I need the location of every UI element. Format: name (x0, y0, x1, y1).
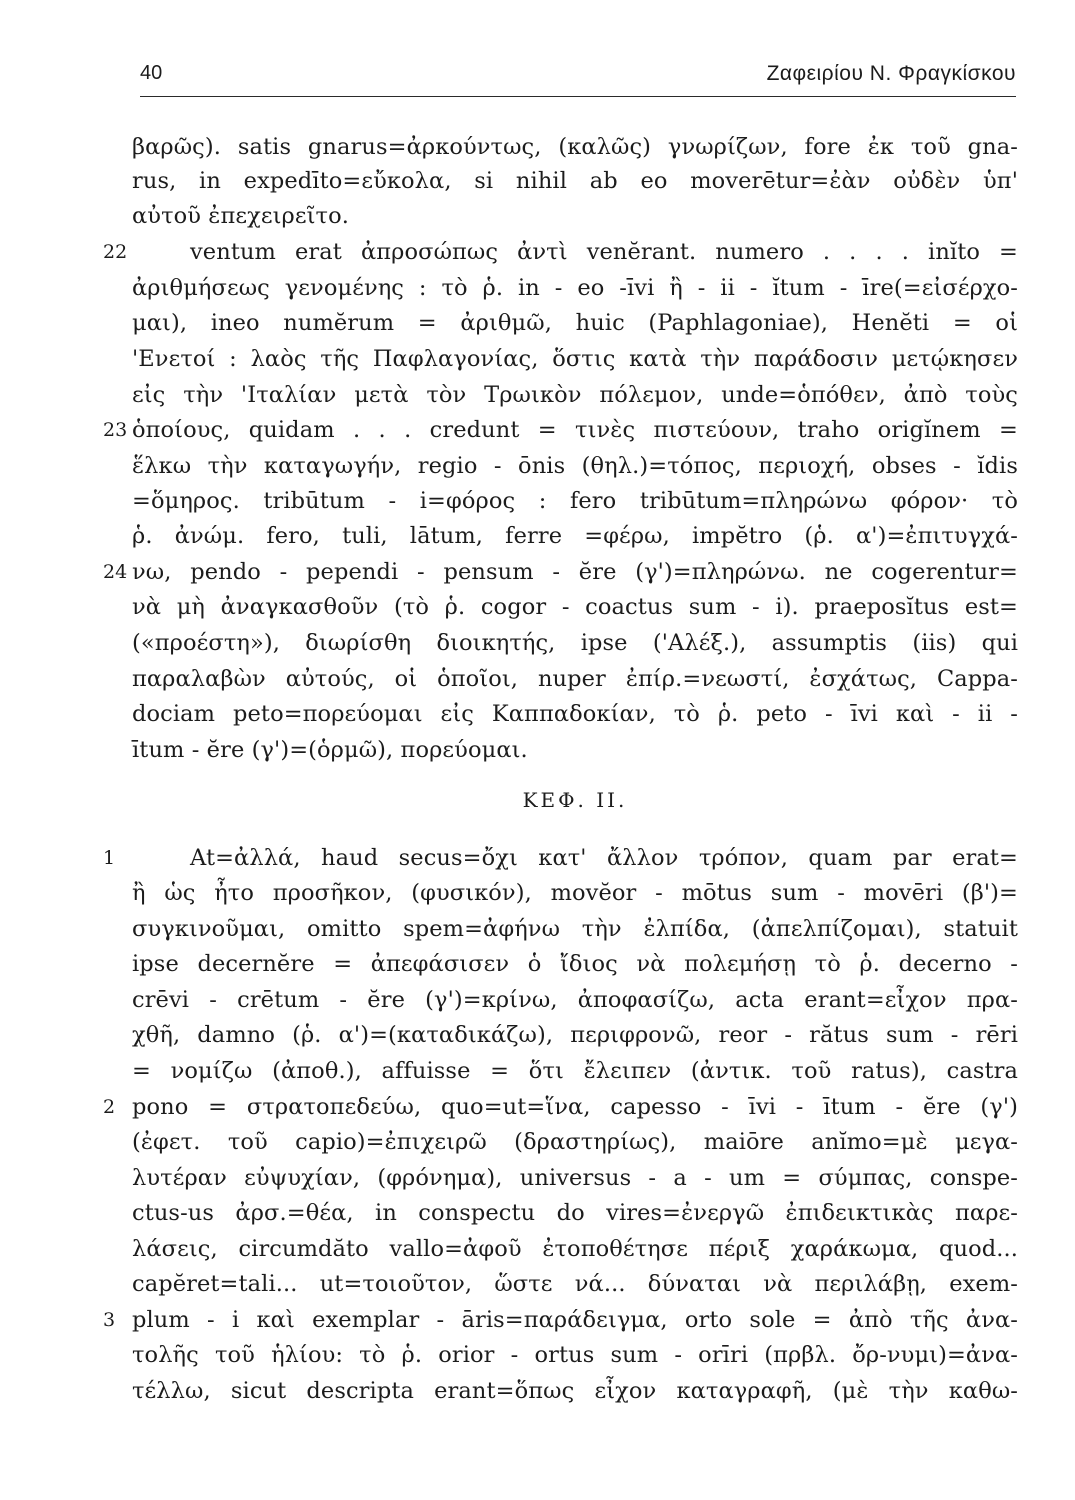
text-line: ītum - ĕre (γ')=(ὁρμῶ), πορεύομαι. (132, 737, 528, 763)
text-line: ὁποίους, quidam . . . credunt = τινὲς πιστεύουν, traho origĭnem = (132, 417, 1018, 443)
text-line: rus, in expedīto=εὔκολα, si nihil ab eo moverētur=ἐὰν οὐδὲν ὑπ' (132, 168, 1018, 194)
text-line: capĕret=tali... ut=τοιοῦτον, ὥστε νά... δύναται νὰ περιλάβῃ, exem- (132, 1271, 1018, 1297)
text-line: νὰ μὴ ἀναγκασθοῦν (τὸ ῥ. cogor - coactus sum - i). praeposĭtus est= (132, 594, 1018, 620)
text-line: τολῆς τοῦ ἡλίου: τὸ ῥ. orior - ortus sum - orīri (πρβλ. ὄρ-νυμι)=ἀνα- (132, 1342, 1018, 1368)
text-line: χθῆ, damno (ῥ. α')=(καταδικάζω), περιφρονῶ, reor - rătus sum - rēri (132, 1022, 1018, 1048)
text-line: ἀριθμήσεως γενομένης : τὸ ῥ. in - eo -īvi ἢ - ii - ĭtum - īre(=εἰσέρχο- (132, 275, 1018, 301)
text-line: ῥ. ἀνώμ. fero, tuli, lātum, ferre =φέρω, impĕtro (ῥ. α')=ἐπιτυγχά- (132, 523, 1018, 549)
text-line: συγκινοῦμαι, omitto spem=ἀφήνω τὴν ἐλπίδα, (ἀπελπίζομαι), statuit (132, 916, 1018, 942)
running-title: Ζαφειρίου Ν. Φραγκίσκου (766, 62, 1016, 85)
chapter-heading: ΚΕΦ. II. (522, 788, 628, 812)
text-line: = νομίζω (ἀποθ.), affuisse = ὅτι ἔλειπεν (ἀντικ. τοῦ ratus), castra (132, 1058, 1018, 1084)
text-line: ventum erat ἀπροσώπως ἀντὶ venĕrant. numero . . . . inĭto = (190, 239, 1018, 265)
page-header (140, 62, 1016, 97)
text-line: τέλλω, sicut descripta erant=ὅπως εἶχον καταγραφῆ, (μὲ τὴν καθω- (132, 1378, 1018, 1404)
line-number: 2 (103, 1096, 116, 1118)
text-line: pono = στρατοπεδεύω, quo=ut=ἵνα, capesso - īvi - ītum - ĕre (γ') (132, 1094, 1018, 1120)
text-line: =ὅμηρος. tribūtum - i=φόρος : fero tribūtum=πληρώνω φόρον· τὸ (132, 488, 1018, 514)
text-line: 'Ενετοί : λαὸς τῆς Παφλαγονίας, ὅστις κατὰ τὴν παράδοσιν μετῴκησεν (132, 346, 1018, 372)
text-line: παραλαβὼν αὐτούς, οἱ ὁποῖοι, nuper ἐπίρ.=νεωστί, ἐσχάτως, Cappa- (132, 666, 1018, 692)
text-line: At=ἀλλά, haud secus=ὄχι κατ' ἄλλον τρόπον, quam par erat= (190, 845, 1018, 871)
text-line: βαρῶς). satis gnarus=ἀρκούντως, (καλῶς) γνωρίζων, fore ἐκ τοῦ gna- (132, 134, 1018, 160)
text-line: λάσεις, circumdăto vallo=ἀφοῦ ἐτοποθέτησε πέριξ χαράκωμα, quod... (132, 1236, 1018, 1262)
text-line: νω, pendo - pependi - pensum - ĕre (γ')=πληρώνω. ne cogerentur= (132, 559, 1018, 585)
line-number: 1 (103, 847, 116, 869)
text-line: («προέστη»), διωρίσθη διοικητής, ipse ('Αλέξ.), assumptis (iis) qui (132, 630, 1018, 656)
text-line: μαι), ineo numĕrum = ἀριθμῶ, huic (Paphlagoniae), Henĕti = οἱ (132, 310, 1018, 336)
line-number: 24 (103, 561, 128, 583)
text-line: ctus-us ἀρσ.=θέα, in conspectu do vires=ἐνεργῶ ἐπιδεικτικὰς παρε- (132, 1200, 1018, 1226)
text-line: crēvi - crētum - ĕre (γ')=κρίνω, ἀποφασίζω, acta erant=εἶχον πρα- (132, 987, 1018, 1013)
page-number: 40 (140, 62, 163, 84)
text-line: plum - i καὶ exemplar - āris=παράδειγμα, orto sole = ἀπὸ τῆς ἀνα- (132, 1307, 1018, 1333)
text-line: εἰς τὴν 'Ιταλίαν μετὰ τὸν Τρωικὸν πόλεμον, unde=ὁπόθεν, ἀπὸ τοὺς (132, 382, 1018, 408)
text-line: λυτέραν εὐψυχίαν, (φρόνημα), universus - a - um = σύμπας, conspe- (132, 1165, 1018, 1191)
line-number: 22 (103, 241, 128, 263)
text-line: (ἐφετ. τοῦ capio)=ἐπιχειρῶ (δραστηρίως), maiōre anĭmo=μὲ μεγα- (132, 1129, 1018, 1155)
text-line: ipse decernĕre = ἀπεφάσισεν ὁ ἴδιος νὰ πολεμήσῃ τὸ ῥ. decerno - (132, 951, 1018, 977)
text-line: αὐτοῦ ἐπεχειρεῖτο. (132, 203, 349, 229)
text-line: ἢ ὡς ἦτο προσῆκον, (φυσικόν), movĕor - mōtus sum - movēri (β')= (132, 880, 1018, 906)
text-line: dociam peto=πορεύομαι εἰς Καππαδοκίαν, τὸ ῥ. peto - īvi καὶ - ii - (132, 701, 1018, 727)
line-number: 23 (103, 419, 128, 441)
text-line: ἕλκω τὴν καταγωγήν, regio - ōnis (θηλ.)=τόπος, περιοχή, obses - ĭdis (132, 453, 1018, 479)
line-number: 3 (103, 1309, 116, 1331)
